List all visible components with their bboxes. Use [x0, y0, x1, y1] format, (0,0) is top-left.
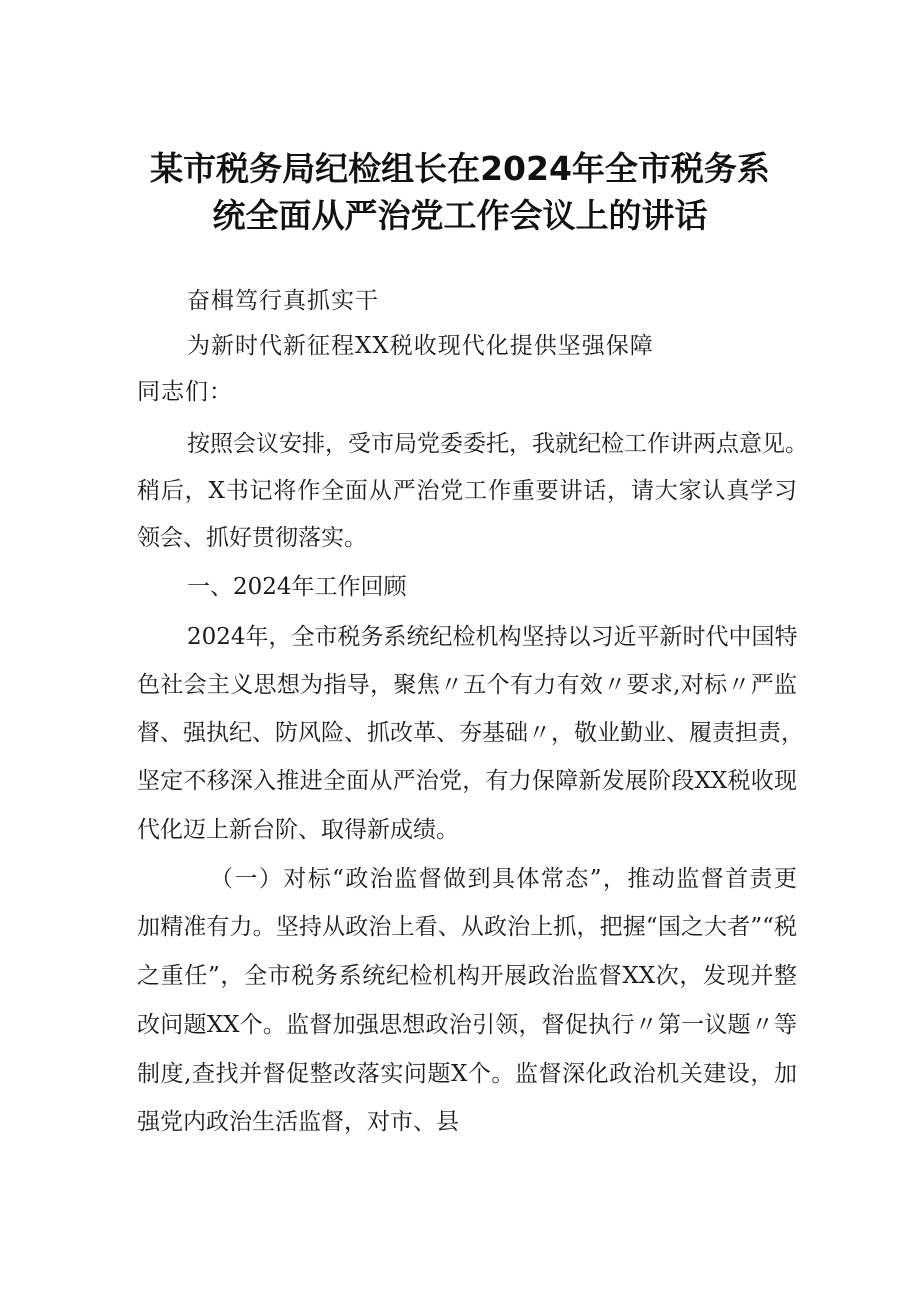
- paragraph-line: 代化迈上新台阶、取得新成绩。: [137, 817, 459, 843]
- paragraph-line: 色社会主义思想为指导，聚焦〃五个有力有效〃要求,对标〃严监: [137, 672, 797, 698]
- paragraph-line: 督、强执纪、防风险、抓改革、夯基础〃，敬业勤业、履责担责，: [137, 720, 804, 746]
- paragraph-line: 按照会议安排，受市局党委委托，我就纪检工作讲两点意见。: [187, 431, 808, 457]
- paragraph-line: 2024年，全市税务系统纪检机构坚持以习近平新时代中国特: [187, 624, 798, 650]
- document-title-line-1: 某市税务局纪检组长在2024年全市税务系: [150, 149, 770, 188]
- subtitle-1: 奋楫笃行真抓实干: [187, 288, 379, 314]
- paragraph-line: （一）对标“政治监督做到具体常态”，推动监督首责更: [210, 866, 797, 892]
- paragraph-line: 加精准有力。坚持从政治上看、从政治上抓，把握“国之大者”“税: [137, 914, 797, 940]
- salutation: 同志们：: [137, 379, 233, 405]
- paragraph-line: 稍后，X书记将作全面从严治党工作重要讲话，请大家认真学习: [137, 478, 797, 504]
- paragraph-line: 改问题XX个。监督加强思想政治引领，督促执行〃第一议题〃等: [137, 1012, 797, 1038]
- paragraph-line: 领会、抓好贯彻落实。: [137, 525, 367, 551]
- section-heading: 一、2024年工作回顾: [187, 574, 407, 600]
- document-title-line-2: 统全面从严治党工作会议上的讲话: [212, 196, 708, 235]
- paragraph-line: 制度,查找并督促整改落实问题X个。监督深化政治机关建设，加: [137, 1061, 797, 1087]
- paragraph-line: 之重任”，全市税务系统纪检机构开展政治监督XX次，发现并整: [137, 963, 797, 989]
- paragraph-line: 强党内政治生活监督，对市、县: [137, 1109, 459, 1135]
- subtitle-2: 为新时代新征程XX税收现代化提供坚强保障: [187, 333, 654, 359]
- paragraph-line: 坚定不移深入推进全面从严治党，有力保障新发展阶段XX税收现: [137, 768, 797, 794]
